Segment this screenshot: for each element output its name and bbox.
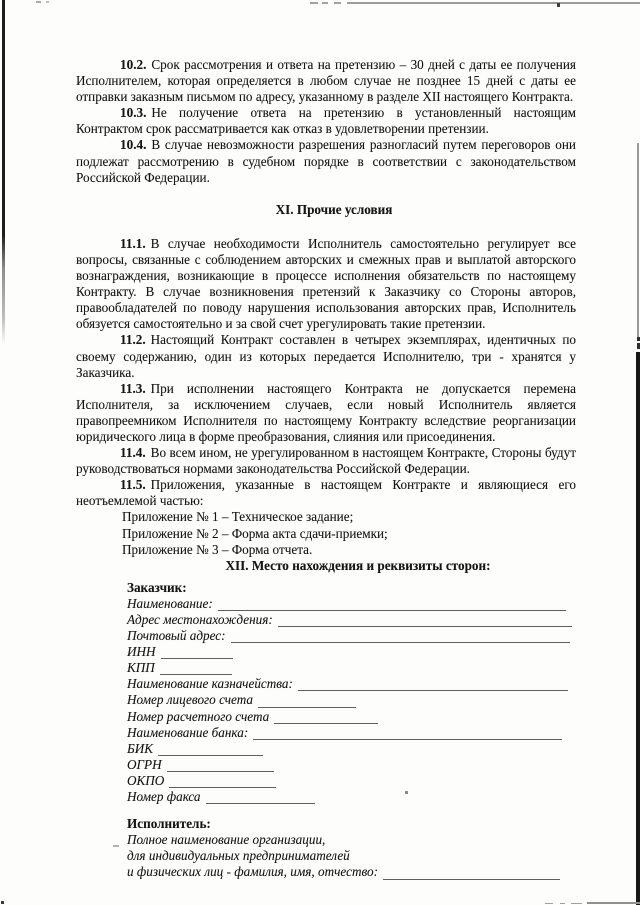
- section-xii-heading: XII. Место нахождения и реквизиты сторон:: [225, 557, 491, 573]
- requisite-row-personal-account: [127, 692, 576, 708]
- field-blank-line: [298, 677, 568, 691]
- field-blank-line: [274, 710, 378, 724]
- scan-speck: [557, 3, 560, 7]
- contractor-name-row: [127, 864, 576, 880]
- requisite-row-treasury-name: [127, 676, 576, 692]
- requisite-row-okpo: [127, 773, 576, 789]
- field-blank-line: [206, 790, 315, 804]
- contractor-line-1: Полное наименование организации,: [127, 832, 326, 848]
- scan-speck: [36, 1, 41, 3]
- field-label: КПП: [127, 660, 155, 676]
- document-body: [76, 57, 576, 881]
- appendix-item-1: Приложение № 1 – Техническое задание;: [122, 509, 354, 525]
- requisite-row-kpp: [127, 660, 576, 676]
- field-blank-line: [231, 629, 570, 643]
- field-blank-line: [253, 726, 562, 740]
- field-blank-line: [158, 742, 263, 756]
- clause-number: 11.4.: [120, 445, 146, 461]
- clause-text: Приложения, указанные в настоящем Контракте и являющиеся его неотъемлемой частью:: [76, 477, 576, 509]
- requisite-row-name: [127, 596, 576, 612]
- field-label: и физических лиц - фамилия, имя, отчество:: [127, 864, 379, 880]
- field-blank-line: [218, 597, 566, 611]
- scan-edge-right-line-black: [636, 352, 640, 905]
- scan-speck: [46, 1, 49, 3]
- scan-edge-right-dash: [637, 337, 640, 341]
- field-blank-line: [258, 694, 356, 708]
- requisite-row-bank-name: [127, 725, 576, 741]
- contractor-line-2: для индивидуальных предпринимателей: [127, 848, 350, 864]
- clause-number: 11.2.: [120, 332, 146, 348]
- clause-text: Срок рассмотрения и ответа на претензию – 30 дней с даты ее получения Исполнителем, которая определяется в любом случае не позднее 15 дней с даты ее отправки заказным письмом по адресу, указанному в разделе XII настоящего Контракта.: [76, 57, 576, 105]
- clause-text: Настоящий Контракт составлен в четырех экземплярах, идентичных по своему содержанию, один из которых передается Исполнителю, три - хранятся у Заказчика.: [76, 332, 576, 380]
- requisite-row-ogrn: [127, 757, 576, 773]
- clause-10-3: [76, 105, 576, 137]
- field-blank-line: [160, 661, 232, 675]
- clause-number: 10.3.: [120, 105, 147, 121]
- clause-text: При исполнении настоящего Контракта не допускается перемена Исполнителя, за исключением случаев, если новый Исполнитель является правопреемником Исполнителя по настоящему Контракту вследствие реорганизации юридического лица в форме преобразования, слияния или присоединения.: [76, 380, 576, 444]
- clause-number: 10.4.: [120, 137, 147, 153]
- scan-edge-top-dash: [322, 2, 328, 4]
- field-label: Почтовый адрес:: [127, 628, 226, 644]
- clause-11-3: [76, 381, 576, 445]
- field-label: Номер факса: [127, 789, 201, 805]
- field-blank-line: [169, 774, 276, 788]
- field-label: Номер лицевого счета: [127, 692, 254, 708]
- spacer: [76, 805, 576, 812]
- customer-requisites: [76, 580, 576, 805]
- scan-edge-bottom-dash: [545, 903, 553, 905]
- field-label: БИК: [127, 740, 154, 756]
- scan-edge-right-dash: [637, 343, 640, 349]
- field-label: ИНН: [127, 644, 156, 660]
- scan-edge-top-dash: [334, 2, 341, 4]
- appendix-list: [76, 509, 576, 557]
- scan-edge-bottom-line: [587, 902, 640, 904]
- clause-10-2: [76, 57, 576, 105]
- field-label: Наименование:: [127, 595, 213, 611]
- contractor-title: Исполнитель:: [127, 816, 211, 832]
- customer-title: Заказчик:: [127, 579, 187, 595]
- clause-text: Во всем ином, не урегулированном в настоящем Контракте, Стороны будут руководствоваться нормами законодательства Российской Федерации.: [76, 445, 576, 477]
- clause-number: 10.2.: [120, 57, 147, 72]
- requisite-row-inn: [127, 644, 576, 660]
- field-label: Номер расчетного счета: [127, 708, 270, 724]
- clause-11-5: [76, 477, 576, 509]
- field-label: Наименование казначейства:: [127, 676, 293, 692]
- field-blank-line: [278, 613, 572, 627]
- clause-11-1: [76, 236, 576, 333]
- scan-edge-left-line: [2, 0, 5, 345]
- scan-edge-bottom-dash: [560, 903, 565, 905]
- clause-text: В случае невозможности разрешения разногласий путем переговоров они подлежат рассмотрению в судебном порядке в соответствии с законодательством Российской Федерации.: [76, 137, 576, 185]
- requisite-row-location-address: [127, 612, 576, 628]
- scan-edge-bottom-dash: [571, 903, 582, 905]
- clause-11-2: [76, 332, 576, 380]
- clause-number: 11.5.: [120, 477, 146, 493]
- requisite-row-bik: [127, 741, 576, 757]
- clause-10-4: [76, 137, 576, 185]
- field-blank-line: [161, 645, 233, 659]
- clause-number: 11.3.: [120, 380, 146, 396]
- clause-11-4: [76, 445, 576, 477]
- requisite-row-postal-address: [127, 628, 576, 644]
- contractor-requisites: [76, 816, 576, 880]
- requisite-row-settlement-account: [127, 709, 576, 725]
- field-label: ОКПО: [127, 772, 165, 788]
- field-label: Наименование банка:: [127, 724, 249, 740]
- field-label: Адрес местонахождения:: [127, 612, 273, 627]
- field-label: ОГРН: [127, 756, 162, 772]
- scan-speck: [1, 901, 4, 904]
- requisite-row-fax: [127, 789, 576, 805]
- scan-edge-top-dash: [310, 2, 318, 4]
- scan-edge-right-line-gray: [637, 143, 639, 337]
- clause-text: Не получение ответа на претензию в установленный настоящим Контрактом срок рассматривается как отказ в удовлетворении претензии.: [76, 105, 576, 137]
- appendix-item-3: Приложение № 3 – Форма отчета.: [122, 541, 313, 557]
- clause-number: 11.1.: [120, 235, 146, 251]
- section-xi-heading: XI. Прочие условия: [275, 201, 393, 217]
- field-blank-line: [167, 758, 274, 772]
- field-blank-line: [383, 866, 560, 880]
- scan-edge-top-line: [347, 2, 640, 4]
- clause-text: В случае необходимости Исполнитель самостоятельно регулирует все вопросы, связанные с соблюдением авторских и смежных прав и выплатой авторского вознаграждения, возникающие в процессе исполнения обязательств по настоящему Контракту. В случае возникновения претензий к Заказчику со Стороны авторов, правообладателей по поводу нарушения использования авторских прав, Исполнитель обязуется самостоятельно и за свой счет урегулировать такие претензии.: [76, 235, 576, 332]
- appendix-item-2: Приложение № 2 – Форма акта сдачи-приемки;: [122, 525, 388, 541]
